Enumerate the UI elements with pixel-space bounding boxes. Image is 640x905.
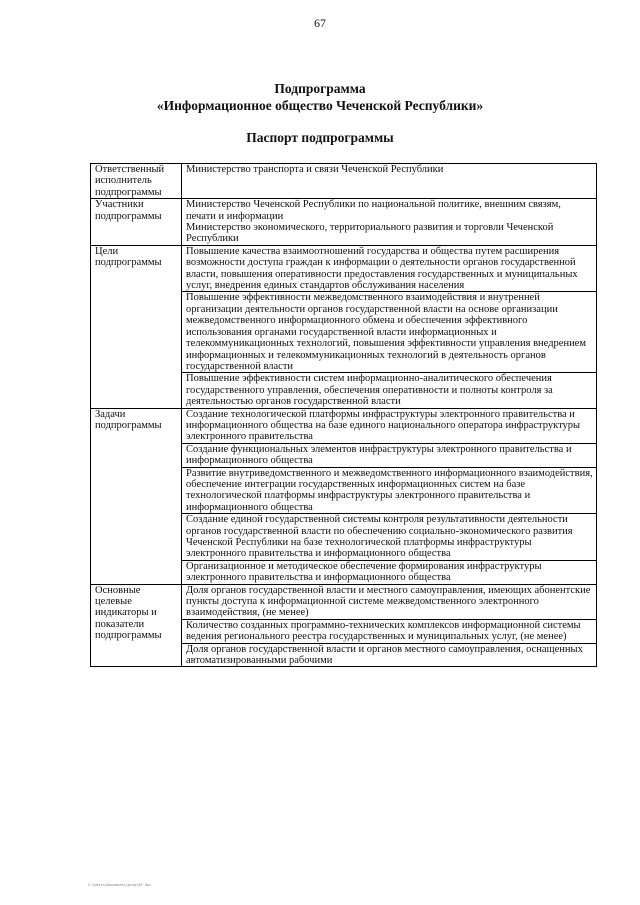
table-row-participants	[91, 199, 597, 246]
table-row-task	[91, 408, 597, 443]
passport-heading: Паспорт подпрограммы	[246, 130, 394, 145]
task-item: Развитие внутриведомственного и межведомственного информационного взаимодействия, обеспечение интеграции государственных информационных систем на базе технологической платформы инфраструктуры электронного правительства и информационного общества	[182, 467, 597, 514]
subprogram-title	[0, 80, 640, 114]
row-label-goals: Цели подпрограммы	[91, 245, 182, 408]
participant-item: Министерство Чеченской Республики по национальной политике, внешним связям, печати и информации	[186, 199, 561, 222]
task-item: Создание технологической платформы инфраструктуры электронного правительства и информационного общества на базе единого национального оператора инфраструктуры электронного правительства	[182, 408, 597, 443]
table-row-goal	[91, 245, 597, 292]
goal-item: Повышение качества взаимоотношений государства и общества путем расширения возможности доступа граждан к информации о деятельности органов государственной власти, повышения оперативности предоставления государственных и муниципальных услуг, внедрения единых стандартов обслуживания населения	[182, 245, 597, 292]
row-value-responsible: Министерство транспорта и связи Чеченской Республики	[182, 164, 597, 199]
row-label-responsible: Ответственный исполнитель подпрограммы	[91, 164, 182, 199]
participant-item: Министерство экономического, территориального развития и торговли Чеченской Республики	[186, 222, 554, 245]
task-item: Организационное и методическое обеспечение формирования инфраструктуры электронного правительства и информационного общества	[182, 560, 597, 584]
row-label-indicators: Основные целевые индикаторы и показатели подпрограммы	[91, 584, 182, 667]
row-value-participants	[182, 199, 597, 246]
goal-item: Повышение эффективности межведомственного взаимодействия и внутренней организации деятельности органов государственной власти на основе организации межведомственного информационного обмена и обеспечения эффективного использования органами государственной власти информационных и телекоммуникационных технологий, повышения эффективности управления внедрением информационных и телекоммуникационных технологий в деятельность органов государственной власти	[182, 292, 597, 373]
title-line-2: «Информационное общество Чеченской Республики»	[156, 98, 484, 113]
task-item: Создание единой государственной системы контроля результативности деятельности органов государственной власти по обеспечению социально-экономического развития Чеченской Республики на базе технологической платформы инфраструктуры электронного правительства и информационного общества	[182, 514, 597, 561]
indicator-item: Доля органов государственной власти и органов местного самоуправления, оснащенных автоматизированными рабочими	[182, 643, 597, 667]
task-item: Создание функциональных элементов инфраструктуры электронного правительства и информационного общества	[182, 443, 597, 467]
file-path-footer: C:\Users\Documents\prog\67.doc	[88, 883, 152, 887]
row-label-participants: Участники подпрограммы	[91, 199, 182, 246]
row-label-tasks: Задачи подпрограммы	[91, 408, 182, 584]
goal-item: Повышение эффективности систем информационно-аналитического обеспечения государственного управления, обеспечения оперативности и полноты контроля за деятельностью органов государственной власти	[182, 373, 597, 408]
table-row-responsible	[91, 164, 597, 199]
title-line-1: Подпрограмма	[274, 81, 366, 96]
passport-table	[90, 163, 597, 667]
indicator-item: Количество созданных программно-технических комплексов информационной системы ведения регионального реестра государственных и муниципальных услуг, (не менее)	[182, 619, 597, 643]
table-row-indicator	[91, 584, 597, 619]
indicator-item: Доля органов государственной власти и местного самоуправления, имеющих абонентские пункты доступа к информационной системе межведомственного электронного взаимодействия, (не менее)	[182, 584, 597, 619]
page-number: 67	[314, 16, 326, 30]
